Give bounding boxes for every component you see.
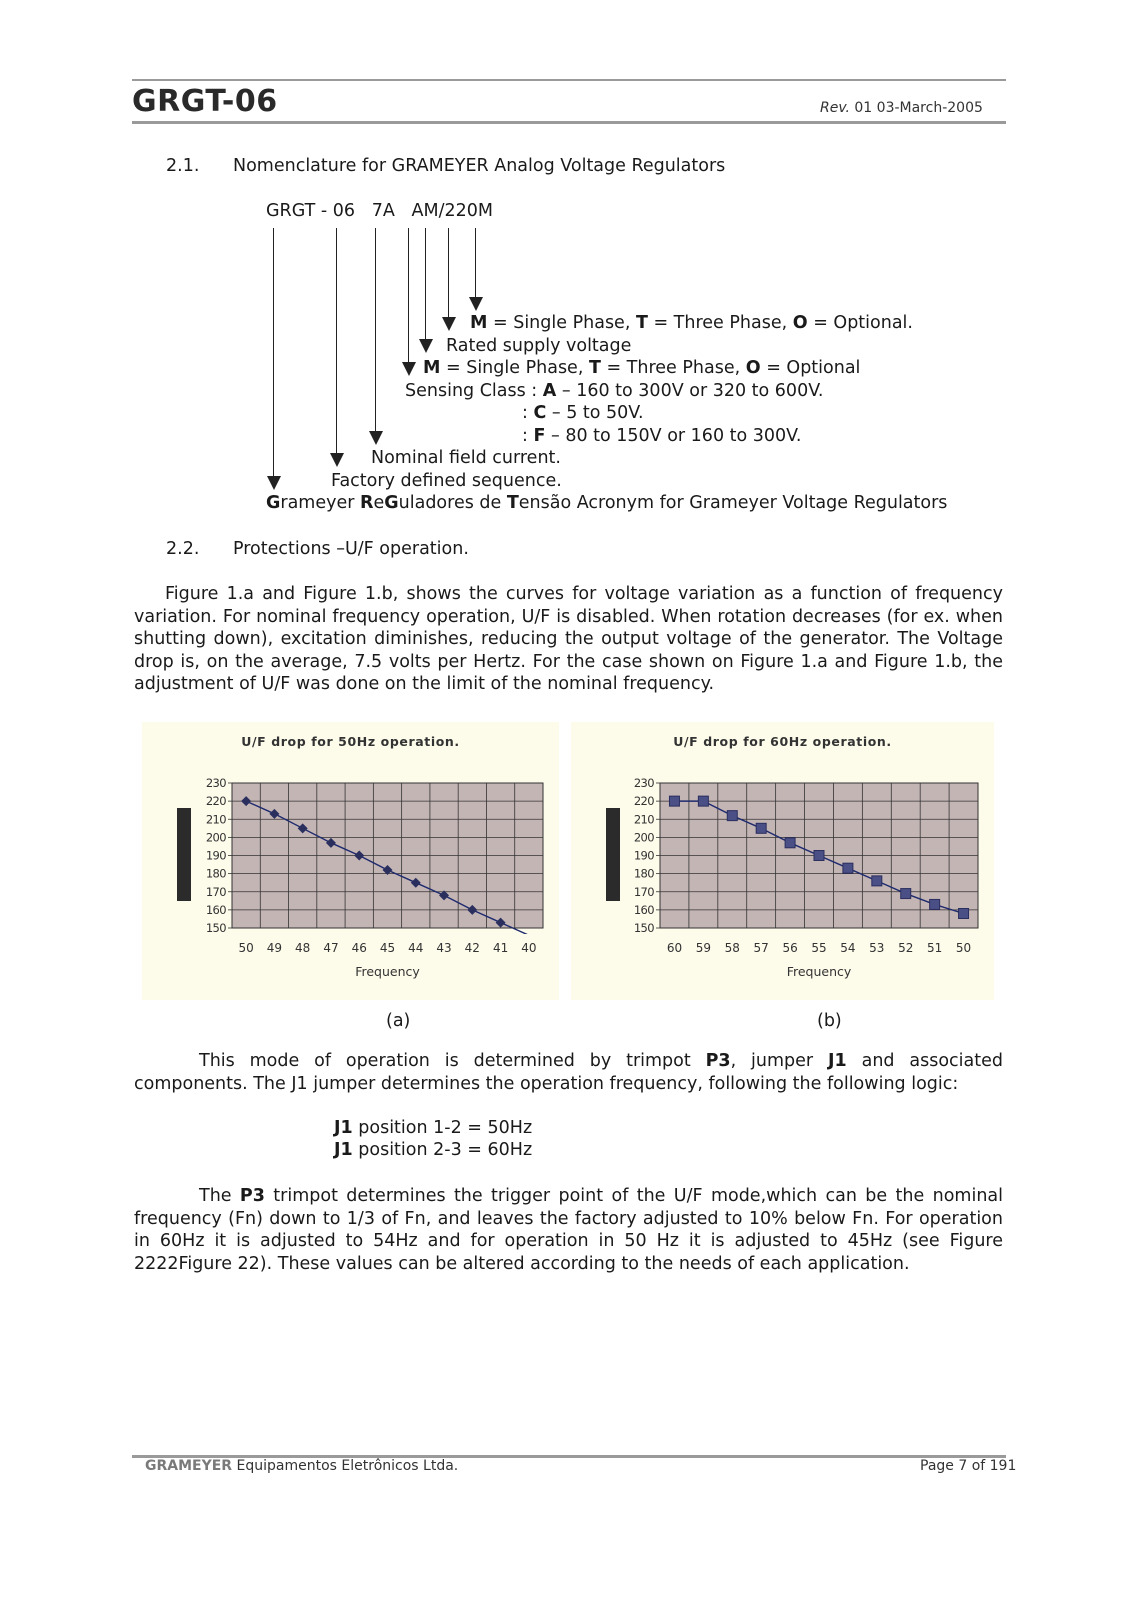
x-tick-label: 56 [782, 941, 798, 955]
y-tick-label: 210 [205, 812, 226, 827]
chart-title: U/F drop for 50Hz operation. [241, 734, 460, 749]
x-tick-label: 44 [408, 941, 424, 955]
sensing-class-a-line: Sensing Class : A – 160 to 300V or 320 to 600V. [405, 381, 824, 401]
data-point [959, 909, 969, 919]
x-tick-label: 59 [695, 941, 712, 955]
x-tick-label: 40 [521, 941, 537, 955]
section-number: 2.2. [166, 539, 200, 559]
sensing-class-c-line: : C – 5 to 50V. [522, 403, 644, 423]
field-current-line: Nominal field current. [371, 448, 561, 468]
axis-label-bar [606, 808, 620, 901]
x-tick-label: 57 [753, 941, 769, 955]
header-bottom-rule [132, 121, 1006, 124]
connector-line [448, 228, 449, 317]
y-tick-label: 150 [205, 921, 226, 935]
connector-line [408, 228, 409, 362]
section-number: 2.1. [166, 156, 200, 176]
y-tick-label: 180 [205, 866, 226, 881]
x-tick-label: 55 [811, 941, 827, 955]
connector-line [475, 228, 476, 297]
axis-label-bar [177, 808, 191, 901]
y-tick-label: 170 [205, 884, 226, 899]
y-tick-label: 200 [633, 830, 654, 845]
x-tick-label: 58 [724, 941, 740, 955]
connector-line [273, 228, 274, 476]
chart-panel-50hz [142, 722, 559, 1000]
x-tick-label: 60 [666, 941, 683, 955]
data-point [901, 889, 911, 899]
data-point [669, 796, 679, 806]
arrow-down-icon [419, 339, 433, 353]
rated-supply-line: Rated supply voltage [446, 336, 632, 356]
revision-info [820, 100, 983, 116]
x-tick-label: 54 [840, 941, 856, 955]
data-point [843, 863, 853, 873]
y-tick-label: 160 [633, 902, 654, 917]
x-tick-label: 42 [464, 941, 480, 955]
jumper-setting-50hz: J1 position 1-2 = 50Hz [334, 1118, 533, 1138]
arrow-down-icon [369, 431, 383, 445]
y-tick-label: 230 [633, 776, 654, 790]
x-tick-label: 51 [926, 941, 943, 955]
x-tick-label: 50 [238, 941, 254, 955]
sensing-phase-line: M = Single Phase, T = Three Phase, O = Optional [423, 358, 861, 378]
trimpot-paragraph: This mode of operation is determined by trimpot P3, jumper J1 and associated components. The J1 jumper determines the operation frequency, following the following logic: [134, 1051, 1003, 1094]
data-point [785, 838, 795, 848]
section-title: Protections –U/F operation. [233, 539, 469, 559]
factory-sequence-line: Factory defined sequence. [331, 471, 562, 491]
data-point [930, 899, 940, 909]
chart-panel-60hz [571, 722, 994, 1000]
arrow-down-icon [402, 362, 416, 376]
x-tick-label: 45 [379, 941, 396, 955]
y-tick-label: 220 [205, 794, 226, 809]
x-tick-label: 49 [266, 941, 283, 955]
y-tick-label: 230 [205, 776, 226, 790]
y-tick-label: 220 [633, 794, 654, 809]
data-point [698, 796, 708, 806]
jumper-setting-60hz: J1 position 2-3 = 60Hz [334, 1140, 533, 1160]
y-tick-label: 210 [633, 812, 654, 827]
data-point [872, 876, 882, 886]
arrow-down-icon [469, 297, 483, 311]
rev-date: 01 03-March-2005 [854, 100, 983, 116]
figure-caption-a: (a) [386, 1011, 411, 1031]
nomenclature-code: GRGT - 06 7A AM/220M [266, 201, 494, 221]
rev-label: Rev. [820, 100, 850, 116]
footer-company: GRAMEYER Equipamentos Eletrônicos Ltda. [145, 1458, 459, 1474]
chart-title: U/F drop for 60Hz operation. [673, 734, 892, 749]
line-chart-50hz [142, 722, 559, 1000]
line-chart-60hz [571, 722, 994, 1000]
header-top-rule [132, 79, 1006, 81]
x-tick-label: 43 [436, 941, 452, 955]
arrow-down-icon [330, 453, 344, 467]
y-tick-label: 170 [633, 884, 654, 899]
x-tick-label: 46 [351, 941, 367, 955]
connector-line [375, 228, 376, 431]
y-tick-label: 160 [205, 902, 226, 917]
sensing-class-f-line: : F – 80 to 150V or 160 to 300V. [522, 426, 802, 446]
p3-trigger-paragraph: The P3 trimpot determines the trigger point of the U/F mode,which can be the nominal frequency (Fn) down to 1/3 of Fn, and leaves the factory adjusted to 10% below Fn. For operation in 60Hz it is adjusted to 54Hz and for operation in 50 Hz it is adjusted to 45Hz (see Figure 2222Figure 22). These values can be altered according to the needs of each application. [134, 1186, 1003, 1274]
phase-option-line: M = Single Phase, T = Three Phase, O = Optional. [470, 313, 913, 333]
y-tick-label: 190 [633, 848, 654, 863]
x-tick-label: 53 [869, 941, 885, 955]
figure-caption-b: (b) [817, 1011, 842, 1031]
document-title: GRGT-06 [132, 84, 278, 119]
y-tick-label: 180 [633, 866, 654, 881]
x-tick-label: 52 [898, 941, 914, 955]
footer-page-number: Page 7 of 191 [920, 1458, 1017, 1474]
data-point [814, 851, 824, 861]
arrow-down-icon [267, 476, 281, 490]
x-tick-label: 48 [295, 941, 311, 955]
y-tick-label: 190 [205, 848, 226, 863]
data-point [756, 823, 766, 833]
data-point [727, 811, 737, 821]
x-tick-label: 41 [492, 941, 509, 955]
y-tick-label: 150 [633, 921, 654, 935]
section-title: Nomenclature for GRAMEYER Analog Voltage Regulators [233, 156, 726, 176]
connector-line [336, 228, 337, 453]
x-axis-label: Frequency [355, 964, 420, 979]
x-axis-label: Frequency [786, 964, 852, 979]
x-tick-label: 47 [323, 941, 339, 955]
arrow-down-icon [442, 317, 456, 331]
acronym-line: Grameyer ReGuladores de Tensão Acronym for Grameyer Voltage Regulators [266, 493, 948, 513]
x-tick-label: 50 [955, 941, 972, 955]
connector-line [425, 228, 426, 339]
y-tick-label: 200 [205, 830, 226, 845]
uf-description-paragraph: Figure 1.a and Figure 1.b, shows the curves for voltage variation as a function of frequency variation. For nominal frequency operation, U/F is disabled. When rotation decreases (for ex. when shutting down), excitation diminishes, reducing the output voltage of the generator. The Voltage drop is, on the average, 7.5 volts per Hertz. For the case shown on Figure 1.a and Figure 1.b, the adjustment of U/F was done on the limit of the nominal frequency. [134, 584, 1003, 695]
